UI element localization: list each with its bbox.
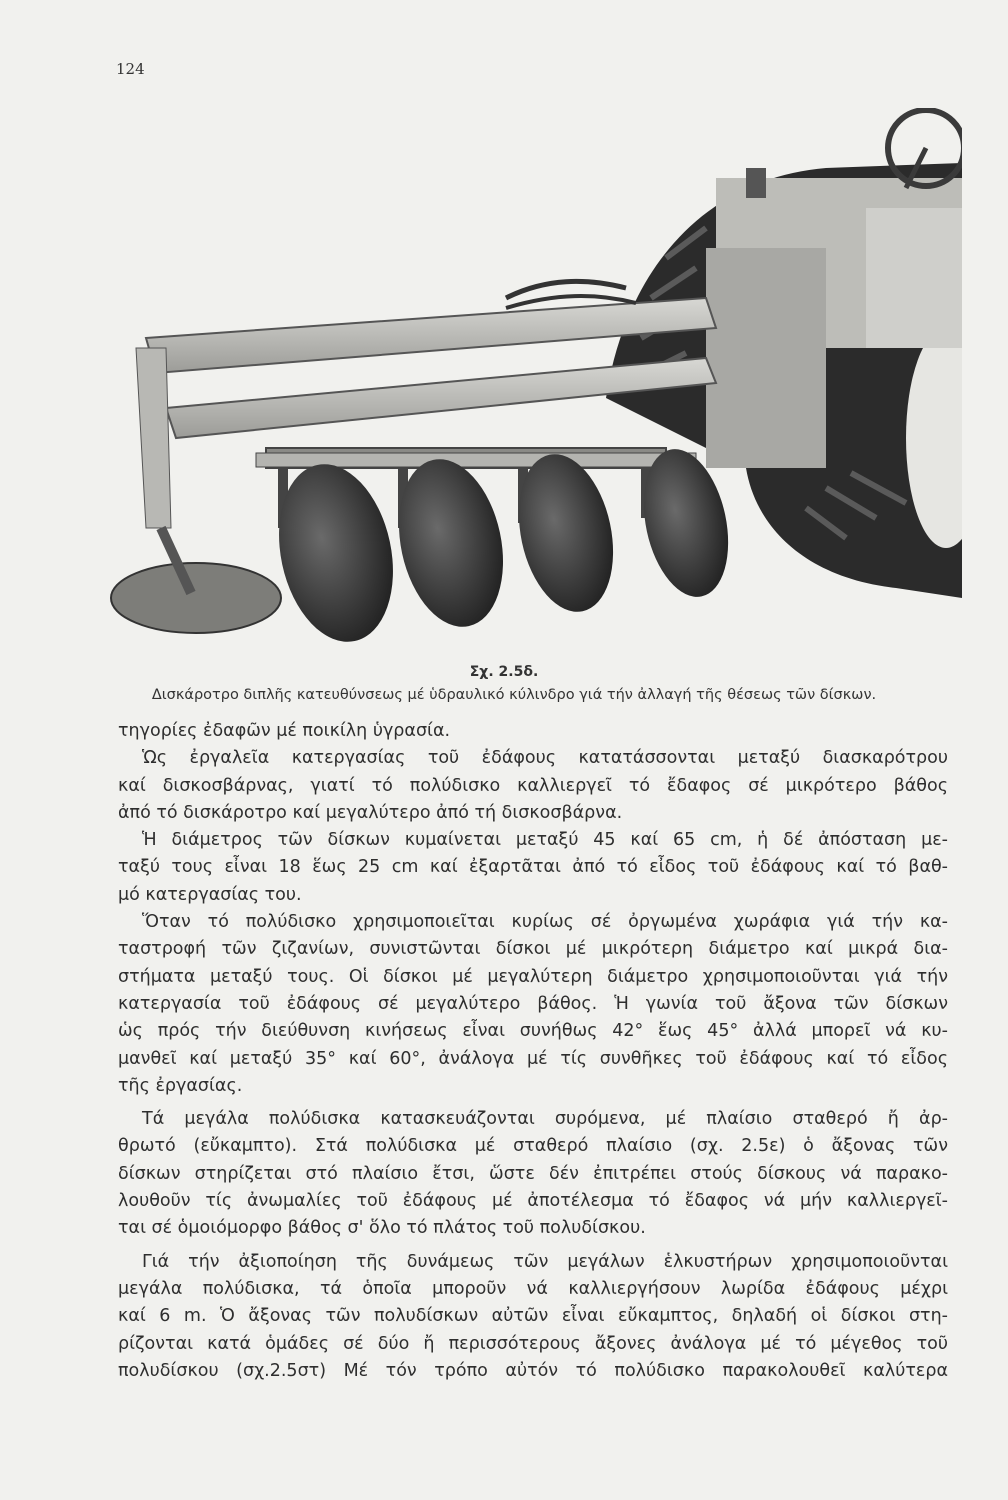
text-line: Ὡς ἐργαλεῖα κατεργασίας τοῦ ἐδάφους κατατάσσονται μεταξύ διασκαρότρου	[142, 748, 948, 769]
text-line: μό κατεργασίας του.	[118, 884, 302, 905]
text-line: κατεργασία τοῦ ἐδάφους σέ μεγαλύτερο βάθος. Ἡ γωνία τοῦ ἄξονα τῶν δίσκων	[118, 993, 948, 1014]
text-line: δίσκων στηρίζεται στό πλαίσιο ἔτσι, ὥστε δέν ἐπιτρέπει στούς δίσκους νά παρακο-	[118, 1163, 948, 1184]
text-line: ἀπό τό δισκάροτρο καί μεγαλύτερο ἀπό τή δισκοσβάρνα.	[118, 802, 623, 823]
paragraph-6	[118, 1249, 948, 1385]
text-line: λουθοῦν τίς ἀνωμαλίες τοῦ ἐδάφους μέ ἀποτέλεσμα τό ἔδαφος νά μήν καλλιεργεῖ-	[118, 1191, 948, 1212]
text-line: καί δισκοσβάρνας, γιατί τό πολύδισκο καλλιεργεῖ τό ἔδαφος σέ μικρότερο βάθος	[118, 775, 948, 796]
paragraph-1	[118, 718, 948, 745]
text-line: θρωτό (εὔκαμπτο). Στά πολύδισκα μέ σταθερό πλαίσιο (σχ. 2.5ε) ὁ ἄξονας τῶν	[118, 1136, 948, 1157]
paragraph-4	[118, 909, 948, 1100]
text-line: μανθεῖ καί μεταξύ 35° καί 60°, ἀνάλογα μέ τίς συνθῆκες τοῦ ἐδάφους καί τό εἶδος	[118, 1048, 948, 1069]
text-line: Γιά τήν ἀξιοποίηση τῆς δυνάμεως τῶν μεγάλων ἑλκυστήρων χρησιμοποιοῦνται	[142, 1251, 948, 1272]
text-line: ται σέ ὁμοιόμορφο βάθος σ' ὅλο τό πλάτος τοῦ πολυδίσκου.	[118, 1218, 646, 1239]
text-line: Τά μεγάλα πολύδισκα κατασκευάζονται συρόμενα, μέ πλαίσιο σταθερό ἤ ἀρ-	[142, 1109, 948, 1130]
paragraph-2	[118, 745, 948, 827]
text-line: ρίζονται κατά ὁμάδες σέ δύο ἤ περισσότερους ἄξονες ἀνάλογα μέ τό μέγεθος τοῦ	[118, 1333, 948, 1354]
text-line: ταστροφή τῶν ζιζανίων, συνιστῶνται δίσκοι μέ μικρότερη διάμετρο καί μικρά δια-	[118, 939, 948, 960]
text-line: Ἡ διάμετρος τῶν δίσκων κυμαίνεται μεταξύ 45 καί 65 cm, ἡ δέ ἀπόσταση με-	[142, 830, 948, 851]
text-line: τῆς ἐργασίας.	[118, 1075, 243, 1096]
figure-caption: Δισκάροτρο διπλῆς κατευθύνσεως μέ ὑδραυλικό κύλινδρο γιά τήν ἀλλαγή τῆς θέσεως τῶν δίσκων.	[151, 687, 877, 703]
disc-plough-illustration	[106, 108, 962, 656]
body-text	[118, 718, 948, 1385]
figure-disc-plough-photo	[106, 108, 962, 656]
plough-discs	[263, 441, 740, 652]
page-number: 124	[116, 60, 145, 78]
text-line: Ὅταν τό πολύδισκο χρησιμοποιεῖται κυρίως σέ ὀργωμένα χωράφια γιά τήν κα-	[142, 912, 948, 933]
text-line: τηγορίες ἐδαφῶν μέ ποικίλη ὑγρασία.	[118, 721, 451, 741]
text-line: ταξύ τους εἶναι 18 ἕως 25 cm καί ἐξαρτᾶται ἀπό τό εἶδος τοῦ ἐδάφους καί τό βαθ-	[118, 857, 948, 878]
gauge-wheel	[111, 563, 281, 633]
paragraph-3	[118, 827, 948, 909]
figure-number: Σχ. 2.5δ.	[469, 664, 539, 680]
text-line: πολυδίσκου (σχ.2.5στ) Μέ τόν τρόπο αὐτόν τό πολύδισκο παρακολουθεῖ καλύτερα	[118, 1360, 948, 1381]
text-line: καί 6 m. Ὁ ἄξονας τῶν πολυδίσκων αὐτῶν εἶναι εὔκαμπτος, δηλαδή οἱ δίσκοι στη-	[118, 1306, 948, 1327]
text-line: στήματα μεταξύ τους. Οἱ δίσκοι μέ μεγαλύτερη διάμετρο χρησιμοποιοῦνται γιά τήν	[118, 966, 948, 987]
text-line: μεγάλα πολύδισκα, τά ὁποῖα μποροῦν νά καλλιεργήσουν λωρίδα ἐδάφους μέχρι	[118, 1278, 948, 1299]
paragraph-5	[118, 1106, 948, 1242]
text-line: ὡς πρός τήν διεύθυνση κινήσεως εἶναι συνήθως 42° ἕως 45° ἀλλά μπορεῖ νά κυ-	[118, 1021, 948, 1042]
